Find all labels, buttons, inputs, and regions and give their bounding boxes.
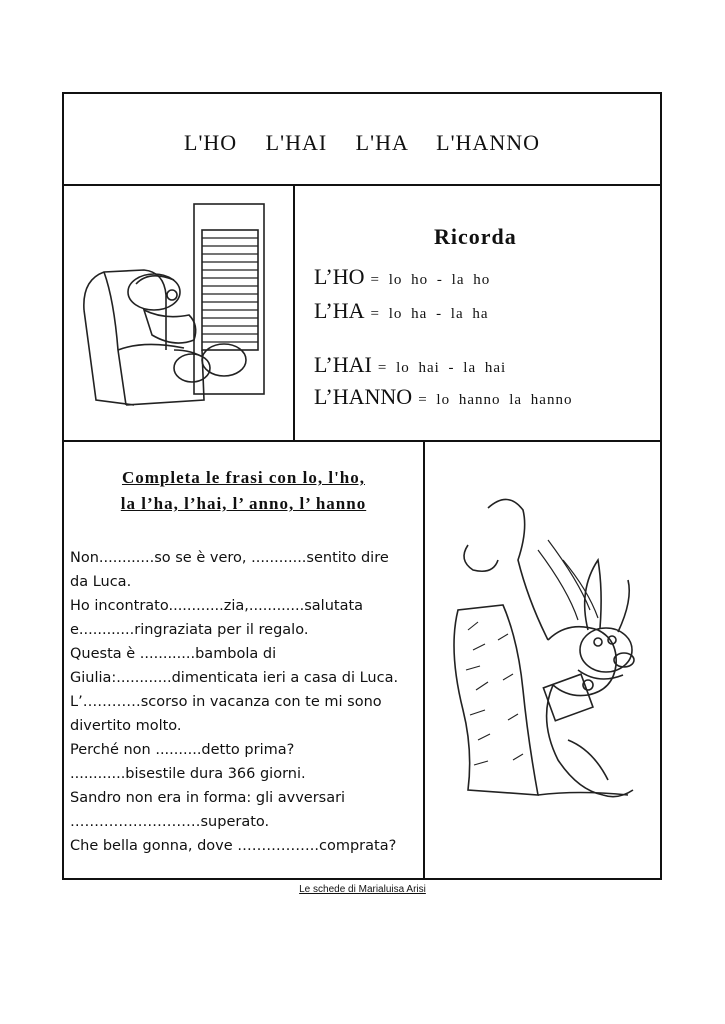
sentence-line: Ho incontrato............zia,............salutata: [70, 598, 364, 614]
sentence-line: da Luca.: [70, 574, 132, 590]
footer-credit: [0, 884, 725, 895]
sentence-line: Questa è ............bambola di: [70, 646, 277, 662]
rule-meaning: = lo ha - la ha: [370, 306, 489, 322]
sentence-line: L’…………scorso in vacanza con te mi sono: [70, 694, 382, 710]
sentence-line: ………………………superato.: [70, 814, 270, 830]
rule-lho: [314, 264, 490, 290]
footer-text: Le schede di Marialuisa Arisi: [299, 884, 426, 895]
worksheet-frame: [62, 92, 662, 880]
sentence-line: Sandro non era in forma: gli avversari: [70, 790, 346, 806]
rule-lhanno: [314, 384, 572, 410]
rule-word: L’HO: [314, 264, 365, 289]
rule-lha: [314, 298, 489, 324]
worksheet-title: L'HO L'HAI L'HA L'HANNO: [184, 130, 540, 155]
sentence-line: Non............so se è vero, ............sentito dire: [70, 550, 389, 566]
exercise-instruction: [64, 468, 423, 520]
rule-word: L’HANNO: [314, 384, 413, 409]
sentence-line: e............ringraziata per il regalo.: [70, 622, 309, 638]
sentence-line: divertito molto.: [70, 718, 182, 734]
exercise-sentences: [70, 546, 420, 858]
rule-meaning: = lo ho - la ho: [370, 272, 491, 288]
rule-word: L’HA: [314, 298, 365, 323]
instruction-line-2: la l’ha, l’hai, l’ anno, l’ hanno: [120, 494, 367, 513]
instruction-line-1: Completa le frasi con lo, l'ho,: [121, 468, 365, 487]
sentence-line: Perché non ..........detto prima?: [70, 742, 295, 758]
sentence-line: Giulia:............dimenticata ieri a casa di Luca.: [70, 670, 399, 686]
ricorda-heading: Ricorda: [434, 224, 517, 249]
cartoon-sleeping-in-armchair-illustration: [74, 200, 284, 420]
middle-divider: [293, 184, 295, 440]
rule-meaning: = lo hanno la hanno: [418, 392, 573, 408]
title-row: [64, 94, 660, 186]
rule-word: L’HAI: [314, 352, 372, 377]
sentence-line: Che bella gonna, dove ……………..comprata?: [70, 838, 397, 854]
bottom-divider: [423, 440, 425, 878]
bottom-row: [64, 440, 660, 878]
rule-meaning: = lo hai - la hai: [377, 360, 507, 376]
rule-lhai: [314, 352, 506, 378]
cartoon-dog-illustration: [428, 490, 656, 820]
sentence-line: ............bisestile dura 366 giorni.: [70, 766, 306, 782]
middle-row: [64, 184, 660, 442]
